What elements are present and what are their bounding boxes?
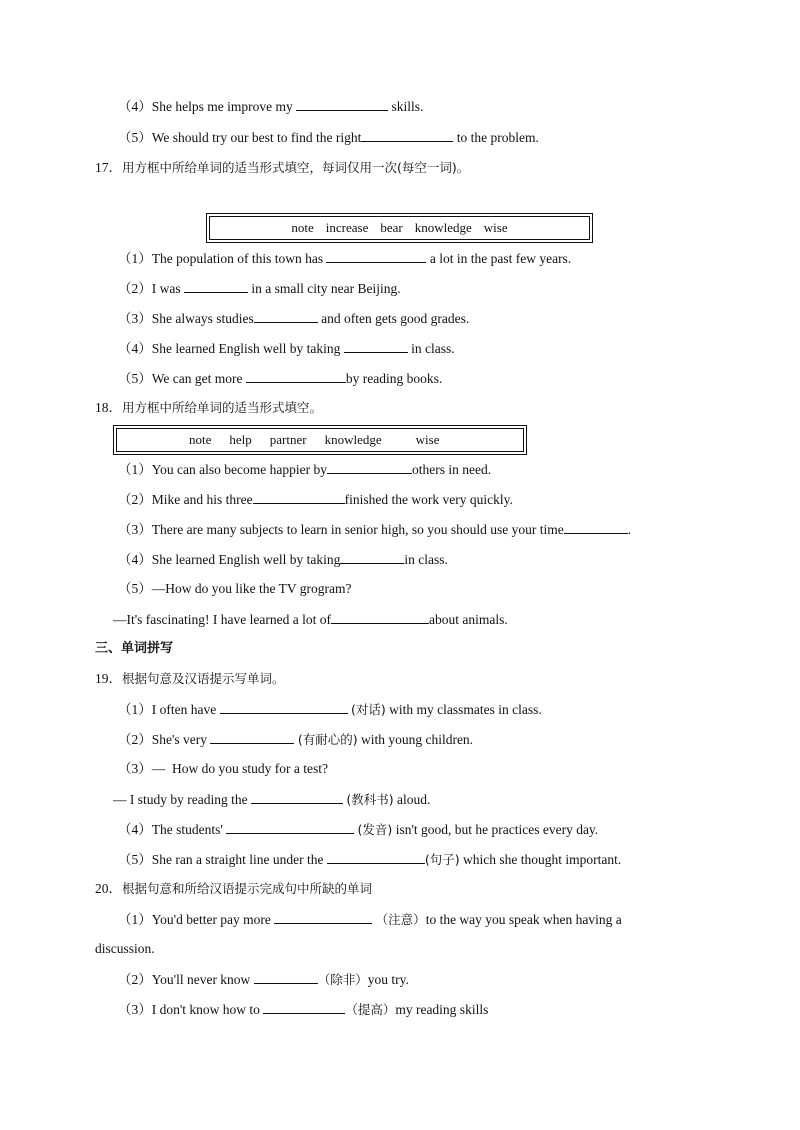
chinese-hint: （提高） [345, 1002, 396, 1017]
item-text: She learned English well by taking [151, 552, 341, 567]
item-text: . [627, 522, 632, 537]
q18-item-5 [118, 580, 351, 598]
q19-item-5 [118, 850, 621, 869]
item-text: I often have [151, 702, 217, 717]
chinese-hint: （注意） [375, 912, 426, 927]
answer-blank[interactable] [327, 850, 425, 864]
item-text: you try. [367, 972, 409, 987]
item-text: and often gets good grades. [321, 311, 470, 326]
item-text: in a small city near Beijing. [251, 281, 401, 296]
word-box-item: note [291, 220, 314, 235]
item-number: （5） [118, 581, 152, 596]
item-number: （3） [118, 311, 152, 326]
item-text: There are many subjects to learn in senior high, so you should use your time [151, 522, 564, 537]
q20-item-3 [118, 1000, 488, 1019]
chinese-hint: (句子) [424, 852, 460, 867]
item-text: You'll never know [151, 972, 251, 987]
item-number: （3） [118, 522, 152, 537]
q16-item-4 [118, 97, 423, 116]
item-text: — How do you study for a test? [151, 761, 328, 776]
item-text: She ran a straight line under the [151, 852, 324, 867]
q19-heading [95, 670, 285, 688]
answer-blank[interactable] [361, 128, 453, 142]
answer-blank[interactable] [344, 339, 408, 353]
item-number: （4） [118, 552, 152, 567]
item-number: （2） [118, 972, 152, 987]
item-text: —It's fascinating! I have learned a lot of [113, 612, 331, 627]
item-number: （3） [118, 1002, 152, 1017]
item-text: a lot in the past few years. [429, 251, 572, 266]
word-box-item: wise [415, 432, 440, 447]
answer-blank[interactable] [331, 610, 429, 624]
item-text: She learned English well by taking [151, 341, 341, 356]
item-text: to the problem. [456, 130, 539, 145]
item-number: （2） [118, 732, 152, 747]
answer-blank[interactable] [296, 97, 388, 111]
item-text: She helps me improve my [151, 99, 293, 114]
item-text: You'd better pay more [151, 912, 271, 927]
item-number: （1） [118, 462, 152, 477]
q17-heading [95, 159, 469, 177]
item-text: finished the work very quickly. [344, 492, 513, 507]
q19-item-3 [118, 760, 328, 778]
q18-heading [95, 399, 322, 417]
answer-blank[interactable] [184, 279, 248, 293]
answer-blank[interactable] [246, 369, 346, 383]
answer-blank[interactable] [254, 309, 318, 323]
answer-blank[interactable] [210, 730, 294, 744]
item-text: Mike and his three [151, 492, 253, 507]
item-text: by reading books. [345, 371, 443, 386]
q19-item-1 [118, 700, 542, 719]
word-box-item: wise [483, 220, 508, 235]
item-text: which she thought important. [462, 852, 622, 867]
item-text: with young children. [360, 732, 474, 747]
question-number: 19． [95, 671, 122, 686]
q20-item-2 [118, 970, 409, 989]
item-text: The population of this town has [151, 251, 324, 266]
word-box-item: note [189, 432, 212, 447]
item-number: （1） [118, 702, 152, 717]
chinese-hint: (对话) [350, 702, 386, 717]
answer-blank[interactable] [263, 1000, 345, 1014]
answer-blank[interactable] [326, 249, 426, 263]
q17-item-3 [118, 309, 469, 328]
item-text: isn't good, but he practices every day. [395, 822, 599, 837]
answer-blank[interactable] [251, 790, 343, 804]
item-text: aloud. [397, 792, 431, 807]
item-number: （1） [118, 251, 152, 266]
q18-item-2 [118, 490, 513, 509]
word-box-item: increase [325, 220, 369, 235]
q18-item-5-answer [113, 610, 508, 629]
item-text: skills. [391, 99, 424, 114]
question-number: 18． [95, 400, 122, 415]
item-text: —How do you like the TV grogram? [151, 581, 352, 596]
question-number: 20． [95, 881, 122, 896]
item-text: to the way you speak when having a [425, 912, 622, 927]
question-number: 17． [95, 160, 122, 175]
question-instruction: 用方框中所给单词的适当形式填空。 [122, 400, 323, 415]
word-box-item: help [229, 432, 252, 447]
chinese-hint: (发音) [357, 822, 393, 837]
item-number: （1） [118, 912, 152, 927]
q17-item-5 [118, 369, 442, 388]
item-number: （3） [118, 761, 152, 776]
q19-item-2 [118, 730, 473, 749]
item-text: You can also become happier by [151, 462, 327, 477]
word-box-item: knowledge [414, 220, 472, 235]
item-text: — I study by reading the [113, 792, 248, 807]
question-instruction: 根据句意及汉语提示写单词。 [122, 671, 285, 686]
q16-item-5 [118, 128, 539, 147]
word-box-item: partner [269, 432, 307, 447]
question-instruction: 根据句意和所给汉语提示完成句中所缺的单词 [122, 881, 373, 896]
answer-blank[interactable] [340, 550, 404, 564]
answer-blank[interactable] [253, 490, 345, 504]
item-text: She always studies [151, 311, 254, 326]
item-number: （4） [118, 822, 152, 837]
chinese-hint: (有耐心的) [297, 732, 358, 747]
item-text: The students' [151, 822, 223, 837]
q18-item-4 [118, 550, 448, 569]
item-number: （2） [118, 492, 152, 507]
word-box [206, 213, 593, 243]
item-text: with my classmates in class. [389, 702, 542, 717]
q19-item-3-answer [113, 790, 430, 809]
item-text: I was [151, 281, 181, 296]
q19-item-4 [118, 820, 598, 839]
item-text: I don't know how to [151, 1002, 260, 1017]
item-number: （5） [118, 371, 152, 386]
chinese-hint: (教科书) [346, 792, 394, 807]
item-number: （5） [118, 852, 152, 867]
answer-blank[interactable] [564, 520, 628, 534]
item-number: （5） [118, 130, 152, 145]
q20-item-1-continued: discussion. [95, 941, 155, 956]
answer-blank[interactable] [220, 700, 348, 714]
item-text: in class. [411, 341, 455, 356]
item-text: others in need. [411, 462, 492, 477]
q18-item-1 [118, 460, 491, 479]
item-number: （2） [118, 281, 152, 296]
word-box-item: bear [380, 220, 403, 235]
chinese-hint: （除非） [317, 972, 368, 987]
q17-item-1 [118, 249, 571, 268]
word-box [113, 425, 527, 455]
item-text: We can get more [151, 371, 243, 386]
answer-blank[interactable] [327, 460, 412, 474]
answer-blank[interactable] [226, 820, 354, 834]
item-text: in class. [404, 552, 448, 567]
answer-blank[interactable] [254, 970, 318, 984]
answer-blank[interactable] [274, 910, 372, 924]
item-text: We should try our best to find the right [151, 130, 362, 145]
item-text: about animals. [428, 612, 508, 627]
q20-heading [95, 880, 372, 898]
q20-item-1 [118, 910, 622, 929]
word-box-item: knowledge [324, 432, 382, 447]
item-number: （4） [118, 99, 152, 114]
q17-item-2 [118, 279, 401, 298]
section-title: 三、单词拼写 [95, 641, 174, 656]
question-instruction: 用方框中所给单词的适当形式填空，每词仅用一次(每空一词)。 [122, 160, 470, 175]
item-number: （4） [118, 341, 152, 356]
q17-item-4 [118, 339, 455, 358]
item-text: She's very [151, 732, 208, 747]
item-text: my reading skills [395, 1002, 489, 1017]
q18-item-3 [118, 520, 631, 539]
